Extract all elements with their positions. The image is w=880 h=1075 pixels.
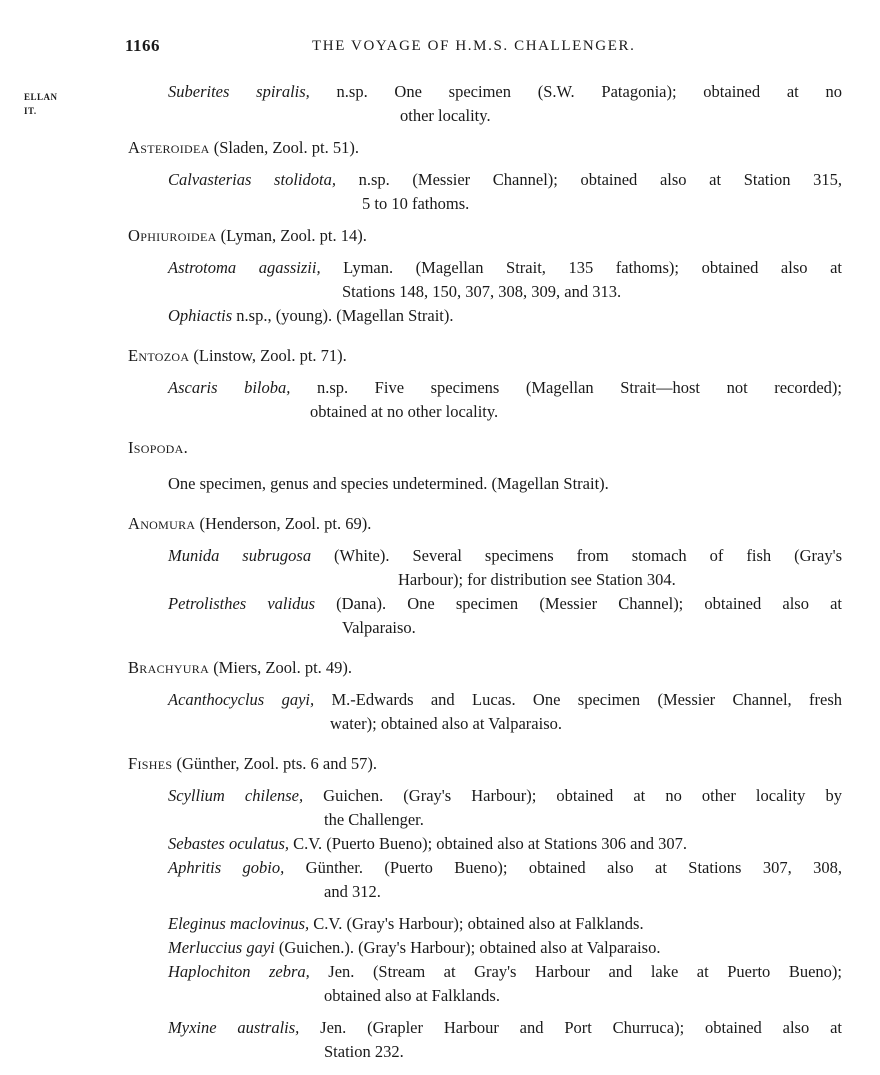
species-name: Scyllium chilense, xyxy=(168,786,304,805)
species-name: Merluccius gayi xyxy=(168,938,275,957)
species-name: Sebastes oculatus, xyxy=(168,834,289,853)
entry-text: Guichen. (Gray's Harbour); obtained at no other locality by xyxy=(303,786,842,805)
entry-text: (Dana). One specimen (Messier Channel); obtained also at xyxy=(315,594,842,613)
species-name: Acanthocyclus gayi, xyxy=(168,690,315,709)
group-heading-entozoa xyxy=(128,344,842,368)
entry-text: n.sp. Five specimens (Magellan Strait—host not recorded); xyxy=(290,378,843,397)
group-reference: (Lyman, Zool. pt. 14). xyxy=(216,226,367,245)
group-heading-isopoda xyxy=(128,436,842,460)
species-name: Haplochiton zebra, xyxy=(168,962,310,981)
entry-merluccius xyxy=(168,936,842,960)
entry-text: Günther. (Puerto Bueno); obtained also at Stations 307, 308, xyxy=(284,858,842,877)
group-reference: (Sladen, Zool. pt. 51). xyxy=(209,138,359,157)
entry-text: Lyman. (Magellan Strait, 135 fathoms); obtained also at xyxy=(320,258,842,277)
species-name: Ophiactis xyxy=(168,306,233,325)
group-heading-anomura xyxy=(128,512,842,536)
entry-continuation: water); obtained also at Valparaiso. xyxy=(330,714,562,733)
entry-continuation: 5 to 10 fathoms. xyxy=(362,194,470,213)
margin-note-line: ELLAN xyxy=(24,92,58,102)
species-name: Astrotoma agassizii, xyxy=(168,258,321,277)
species-name: Myxine australis, xyxy=(168,1018,300,1037)
species-name: Ascaris biloba, xyxy=(168,378,291,397)
group-heading-brachyura xyxy=(128,656,842,680)
species-name: Calvasterias stolidota, xyxy=(168,170,336,189)
entry-continuation: Station 232. xyxy=(324,1042,404,1061)
entry-text: C.V. (Puerto Bueno); obtained also at Stations 306 and 307. xyxy=(289,834,687,853)
entry-text: C.V. (Gray's Harbour); obtained also at Falklands. xyxy=(309,914,644,933)
entry-continuation: Stations 148, 150, 307, 308, 309, and 313. xyxy=(342,282,622,301)
entry-continuation: Valparaiso. xyxy=(342,618,416,637)
entry-text: n.sp., (young). (Magellan Strait). xyxy=(232,306,454,325)
group-reference: (Günther, Zool. pts. 6 and 57). xyxy=(172,754,377,773)
group-reference: (Linstow, Zool. pt. 71). xyxy=(189,346,347,365)
group-reference: (Henderson, Zool. pt. 69). xyxy=(195,514,372,533)
entry-suberites xyxy=(168,80,842,104)
running-title: THE VOYAGE OF H.M.S. CHALLENGER. xyxy=(312,38,636,54)
entry-text: n.sp. (Messier Channel); obtained also at Station 315, xyxy=(335,170,842,189)
entry-continuation: other locality. xyxy=(400,106,491,125)
entry-text: Jen. (Stream at Gray's Harbour and lake at Puerto Bueno); xyxy=(309,962,842,981)
entry-continuation: Harbour); for distribution see Station 304. xyxy=(398,570,676,589)
entry-aphritis xyxy=(168,856,842,880)
entry-text: (Guichen.). (Gray's Harbour); obtained also at Valparaiso. xyxy=(274,938,661,957)
entry-scyllium xyxy=(168,784,842,808)
group-name: Fishes xyxy=(128,754,173,773)
group-reference: . xyxy=(183,438,188,457)
species-name: Suberites spiralis, xyxy=(168,82,310,101)
entry-astrotoma xyxy=(168,256,842,280)
page-number: 1166 xyxy=(125,36,161,55)
entry-text: (White). Several specimens from stomach of fish (Gray's xyxy=(311,546,842,565)
entry-munida xyxy=(168,544,842,568)
entry-sebastes xyxy=(168,832,842,856)
entry-continuation: the Challenger. xyxy=(324,810,424,829)
group-heading-fishes xyxy=(128,752,842,776)
entry-continuation: obtained at no other locality. xyxy=(310,402,499,421)
entry-eleginus xyxy=(168,912,842,936)
entry-isopoda: One specimen, genus and species undetermined. (Magellan Strait). xyxy=(168,474,609,493)
margin-note-line: IT. xyxy=(24,106,37,116)
species-name: Eleginus maclovinus, xyxy=(168,914,310,933)
species-name: Petrolisthes validus xyxy=(168,594,316,613)
entry-acanthocyclus xyxy=(168,688,842,712)
group-name: Isopoda xyxy=(128,438,184,457)
entry-text: Jen. (Grapler Harbour and Port Churruca); obtained also at xyxy=(299,1018,842,1037)
entry-text: n.sp. One specimen (S.W. Patagonia); obtained at no xyxy=(309,82,842,101)
group-name: Brachyura xyxy=(128,658,210,677)
entry-ophiactis xyxy=(168,304,842,328)
entry-haplochiton xyxy=(168,960,842,984)
entry-continuation: and 312. xyxy=(324,882,381,901)
entry-continuation: obtained also at Falklands. xyxy=(324,986,500,1005)
species-name: Munida subrugosa xyxy=(168,546,312,565)
entry-myxine xyxy=(168,1016,842,1040)
species-name: Aphritis gobio, xyxy=(168,858,285,877)
entry-petrolisthes xyxy=(168,592,842,616)
running-header xyxy=(0,36,880,60)
group-reference: (Miers, Zool. pt. 49). xyxy=(209,658,353,677)
species-list xyxy=(128,80,842,1064)
entry-text: M.-Edwards and Lucas. One specimen (Messier Channel, fresh xyxy=(314,690,842,709)
group-heading-asteroidea xyxy=(128,136,842,160)
group-name: Asteroidea xyxy=(128,138,210,157)
group-name: Ophiuroidea xyxy=(128,226,217,245)
group-name: Anomura xyxy=(128,514,196,533)
margin-note xyxy=(24,90,58,118)
group-heading-ophiuroidea xyxy=(128,224,842,248)
group-name: Entozoa xyxy=(128,346,190,365)
entry-calvasterias xyxy=(168,168,842,192)
entry-ascaris xyxy=(168,376,842,400)
